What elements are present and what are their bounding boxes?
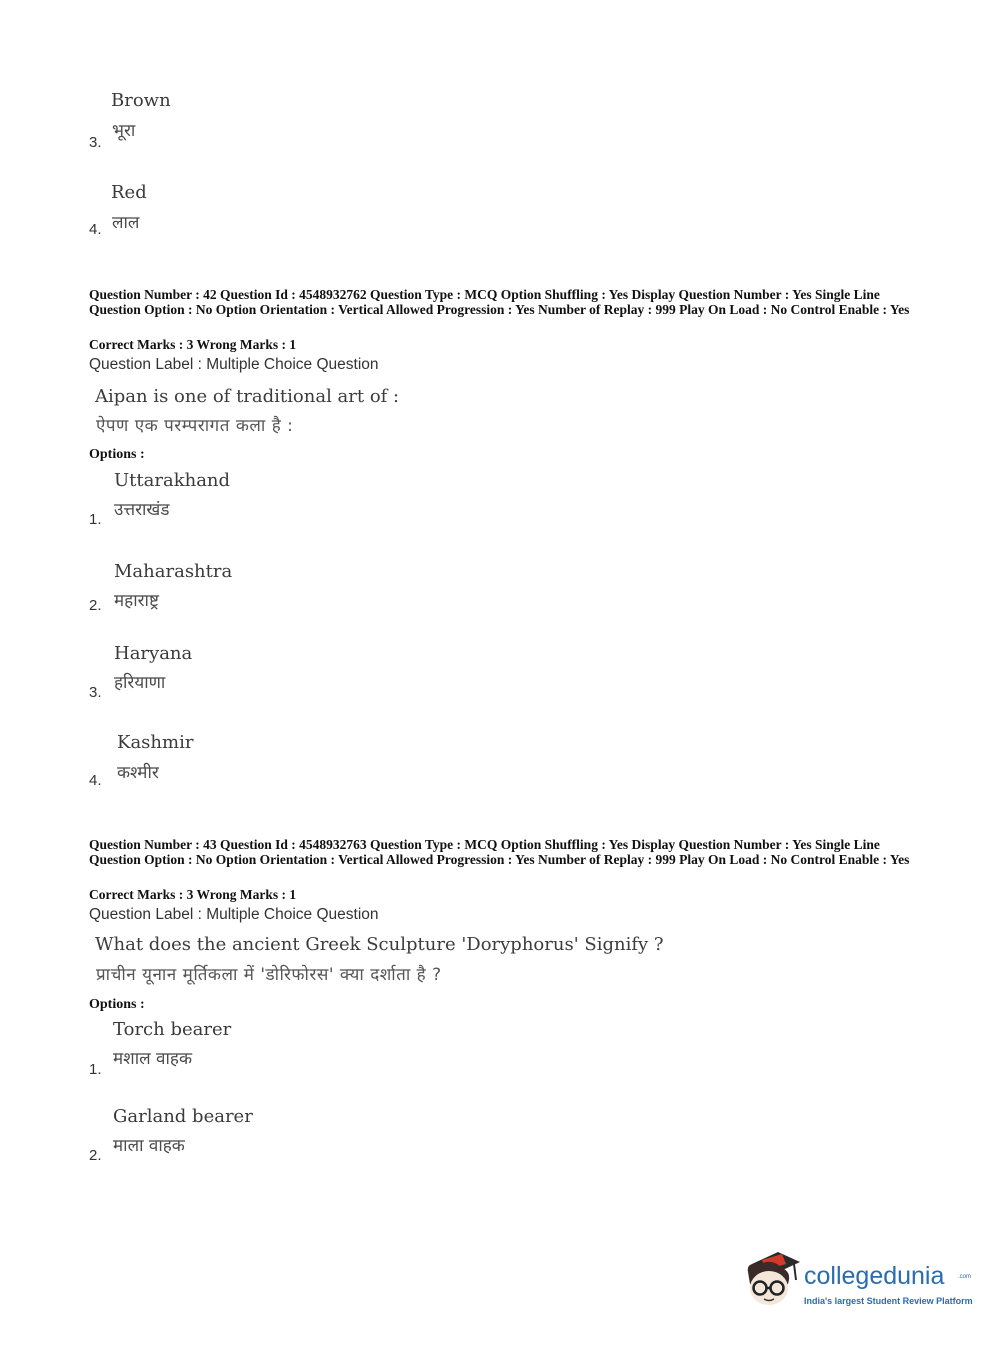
logo-com: .com bbox=[958, 1274, 972, 1280]
q42-question-hi: ऐपण एक परम्परागत कला है : bbox=[96, 416, 294, 436]
q43-options-heading: Options : bbox=[89, 997, 145, 1012]
q42-option-3-number: 3. bbox=[89, 684, 102, 701]
prev-option-3-number: 3. bbox=[89, 134, 102, 151]
q42-option-3-en: Haryana bbox=[114, 643, 193, 664]
q42-meta: Question Number : 42 Question Id : 4548932762 Question Type : MCQ Option Shuffling : Yes Display Question Number : Yes Single Line Question Option : No Option Orientation : Vertical Allowed Progression : Yes Number of Replay : 999 Play On Load : No Control Enable : Yes bbox=[89, 287, 910, 317]
prev-option-3-hi: भूरा bbox=[112, 121, 136, 141]
q43-option-1-en: Torch bearer bbox=[113, 1019, 232, 1040]
q42-options-heading: Options : bbox=[89, 447, 145, 462]
logo-wordmark: collegedunia bbox=[804, 1262, 945, 1290]
q43-option-1-hi: मशाल वाहक bbox=[113, 1049, 192, 1069]
q42-option-4-en: Kashmir bbox=[117, 732, 194, 753]
q43-marks: Correct Marks : 3 Wrong Marks : 1 bbox=[89, 887, 297, 902]
q42-option-1-number: 1. bbox=[89, 511, 102, 528]
q42-option-1-hi: उत्तराखंड bbox=[114, 500, 170, 520]
q42-label: Question Label : Multiple Choice Question bbox=[89, 356, 379, 373]
collegedunia-logo bbox=[742, 1250, 972, 1320]
prev-option-4-en: Red bbox=[111, 182, 147, 203]
q43-option-2-number: 2. bbox=[89, 1147, 102, 1164]
q43-option-2-hi: माला वाहक bbox=[113, 1136, 185, 1156]
q42-question-en: Aipan is one of traditional art of : bbox=[95, 386, 400, 407]
q42-marks: Correct Marks : 3 Wrong Marks : 1 bbox=[89, 337, 297, 352]
prev-option-3-en: Brown bbox=[111, 90, 171, 111]
q43-option-1-number: 1. bbox=[89, 1061, 102, 1078]
q42-option-3-hi: हरियाणा bbox=[114, 673, 166, 693]
mascot-icon bbox=[742, 1250, 802, 1310]
q43-option-2-en: Garland bearer bbox=[113, 1106, 253, 1127]
q43-label: Question Label : Multiple Choice Question bbox=[89, 906, 379, 923]
prev-option-4-hi: लाल bbox=[112, 213, 140, 233]
q43-question-en: What does the ancient Greek Sculpture 'Doryphorus' Signify ? bbox=[95, 934, 664, 955]
q42-option-1-en: Uttarakhand bbox=[114, 470, 231, 491]
q42-option-4-number: 4. bbox=[89, 772, 102, 789]
q42-option-2-number: 2. bbox=[89, 597, 102, 614]
q43-meta: Question Number : 43 Question Id : 4548932763 Question Type : MCQ Option Shuffling : Yes Display Question Number : Yes Single Line Question Option : No Option Orientation : Vertical Allowed Progression : Yes Number of Replay : 999 Play On Load : No Control Enable : Yes bbox=[89, 837, 910, 867]
prev-option-4-number: 4. bbox=[89, 221, 102, 238]
q42-option-2-en: Maharashtra bbox=[114, 561, 233, 582]
q43-question-hi: प्राचीन यूनान मूर्तिकला में 'डोरिफोरस' क्या दर्शाता है ? bbox=[96, 965, 442, 985]
q42-option-2-hi: महाराष्ट्र bbox=[114, 591, 159, 611]
logo-tagline: India's largest Student Review Platform bbox=[804, 1296, 973, 1306]
q42-option-4-hi: कश्मीर bbox=[117, 763, 159, 783]
